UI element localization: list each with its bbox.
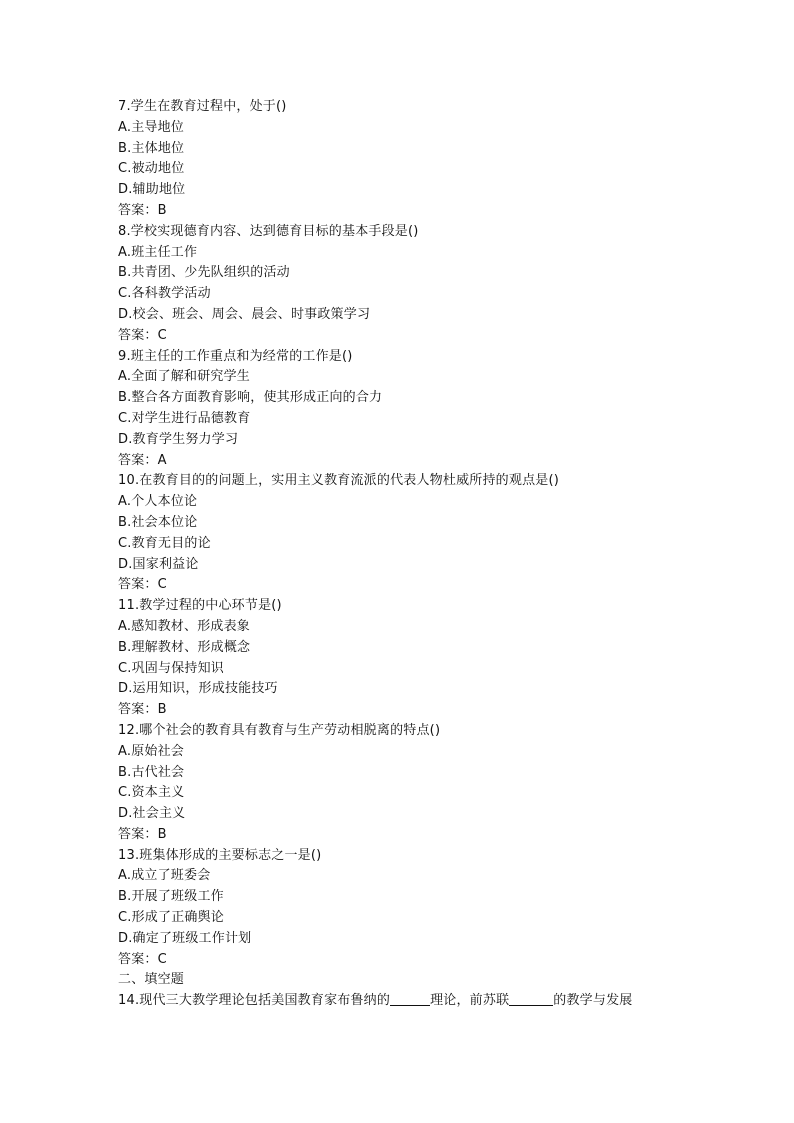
answer: 答案：B — [118, 202, 167, 218]
option-b: B.主体地位 — [118, 140, 185, 156]
option-b: B.开展了班级工作 — [118, 889, 224, 905]
question-8 — [118, 222, 718, 347]
option-b: B.社会本位论 — [118, 514, 198, 530]
question-9 — [118, 347, 718, 472]
option-a: A.成立了班委会 — [118, 868, 211, 884]
question-stem: 8.学校实现德育内容、达到德育目标的基本手段是() — [118, 223, 419, 239]
option-d: D.确定了班级工作计划 — [118, 930, 252, 946]
option-d: D.社会主义 — [118, 806, 186, 822]
option-c: C.对学生进行品德教育 — [118, 410, 251, 426]
option-a: A.个人本位论 — [118, 494, 198, 510]
question-stem: 10.在教育目的的问题上，实用主义教育流派的代表人物杜威所持的观点是() — [118, 473, 560, 489]
option-a: A.感知教材、形成表象 — [118, 618, 250, 634]
question-stem: 11.教学过程的中心环节是() — [118, 598, 282, 614]
option-c: C.被动地位 — [118, 161, 185, 177]
option-d: D.教育学生努力学习 — [118, 431, 239, 447]
option-b: B.古代社会 — [118, 764, 185, 780]
option-a: A.全面了解和研究学生 — [118, 369, 250, 385]
question-stem: 13.班集体形成的主要标志之一是() — [118, 847, 322, 863]
fill-text-part1: 14.现代三大教学理论包括美国教育家布鲁纳的 — [118, 993, 391, 1009]
question-13 — [118, 846, 718, 971]
answer: 答案：C — [118, 327, 167, 343]
option-c: C.教育无目的论 — [118, 535, 211, 551]
question-stem: 9.班主任的工作重点和为经常的工作是() — [118, 348, 353, 364]
option-c: C.巩固与保持知识 — [118, 660, 225, 676]
question-stem: 7.学生在教育过程中，处于() — [118, 99, 287, 114]
question-10 — [118, 471, 718, 596]
answer: 答案：A — [118, 452, 167, 468]
option-d: D.运用知识，形成技能技巧 — [118, 681, 278, 697]
option-d: D.辅助地位 — [118, 182, 186, 198]
option-c: C.资本主义 — [118, 785, 185, 801]
option-a: A.主导地位 — [118, 119, 184, 135]
fill-question-14 — [118, 991, 718, 1012]
answer: 答案：B — [118, 826, 167, 842]
answer: 答案：B — [118, 702, 167, 718]
fill-text-part2: 理论，前苏联 — [430, 993, 510, 1009]
option-b: B.整合各方面教育影响，使其形成正向的合力 — [118, 390, 383, 406]
option-c: C.形成了正确舆论 — [118, 910, 225, 926]
section-heading: 二、填空题 — [118, 972, 185, 988]
question-7 — [118, 97, 718, 222]
option-a: A.班主任工作 — [118, 244, 198, 260]
question-11 — [118, 596, 718, 721]
option-b: B.理解教材、形成概念 — [118, 639, 251, 655]
fill-text-part3: 的教学与发展 — [553, 993, 633, 1009]
option-a: A.原始社会 — [118, 743, 184, 759]
question-12 — [118, 721, 718, 846]
option-d: D.校会、班会、周会、晨会、时事政策学习 — [118, 306, 371, 322]
option-d: D.国家利益论 — [118, 556, 199, 572]
option-b: B.共青团、少先队组织的活动 — [118, 265, 290, 281]
question-stem: 12.哪个社会的教育具有教育与生产劳动相脱离的特点() — [118, 722, 441, 738]
answer: 答案：C — [118, 951, 167, 967]
document-page — [118, 97, 718, 1012]
answer: 答案：C — [118, 577, 167, 593]
fill-blank-2 — [509, 991, 553, 1006]
option-c: C.各科教学活动 — [118, 286, 211, 302]
fill-blank-1 — [390, 991, 430, 1006]
